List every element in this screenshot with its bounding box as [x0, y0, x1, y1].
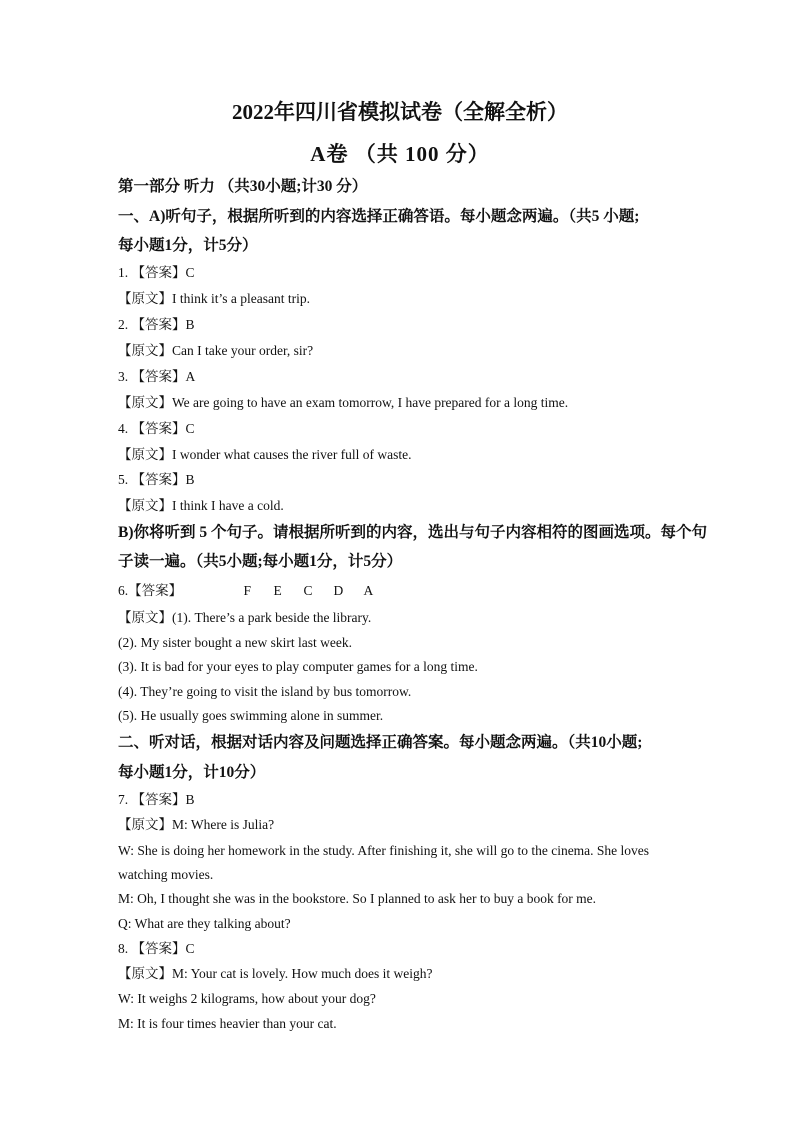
transcript-1: 【原文】I think it’s a pleasant trip.	[118, 291, 310, 306]
transcript-7-3: watching movies.	[118, 867, 214, 882]
transcript-8-1: 【原文】M: Your cat is lovely. How much does it weigh?	[118, 966, 433, 981]
answer-6-label: 6.【答案】	[118, 583, 183, 598]
answer-6-letter-1: F	[243, 583, 252, 598]
page-title: 2022年四川省模拟试卷（全解全析）	[232, 100, 568, 124]
answer-6-letter-5: A	[363, 583, 374, 598]
transcript-2: 【原文】Can I take your order, sir?	[118, 343, 314, 358]
answer-5: 5. 【答案】B	[118, 472, 195, 487]
answer-6-letters	[244, 583, 394, 598]
transcript-6-3: (3). It is bad for your eyes to play computer games for a long time.	[118, 659, 478, 674]
sectionA-instruction-line2: 每小题1分，计5分）	[118, 237, 258, 254]
answer-2: 2. 【答案】B	[118, 317, 195, 332]
transcript-5: 【原文】I think I have a cold.	[118, 498, 284, 513]
transcript-6-1: 【原文】(1). There’s a park beside the library.	[118, 610, 372, 625]
transcript-7-5: Q: What are they talking about?	[118, 916, 291, 931]
sectionA-instruction-line1: 一、A)听句子，根据所听到的内容选择正确答语。每小题念两遍。（共5 小题;	[118, 208, 640, 225]
transcript-6-2: (2). My sister bought a new skirt last week.	[118, 635, 352, 650]
answer-6-letter-2: E	[273, 583, 282, 598]
transcript-3: 【原文】We are going to have an exam tomorrow, I have prepared for a long time.	[118, 395, 569, 410]
transcript-8-2: W: It weighs 2 kilograms, how about your dog?	[118, 991, 376, 1006]
transcript-7-4: M: Oh, I thought she was in the bookstore. So I planned to ask her to buy a book for me.	[118, 891, 597, 906]
sectionB-instruction-line1: B)你将听到 5 个句子。请根据所听到的内容，选出与句子内容相符的图画选项。每个句	[118, 524, 708, 541]
part1-heading: 第一部分 听力 （共30小题;计30 分）	[118, 178, 368, 195]
transcript-7-2: W: She is doing her homework in the study. After finishing it, she will go to the cinema. She loves	[118, 843, 650, 858]
answer-1: 1. 【答案】C	[118, 265, 195, 280]
page-subtitle: A卷 （共 100 分）	[310, 142, 490, 166]
answer-6-letter-4: D	[333, 583, 344, 598]
section2-instruction-line1: 二、听对话，根据对话内容及问题选择正确答案。每小题念两遍。（共10小题;	[118, 734, 643, 751]
section2-instruction-line2: 每小题1分，计10分）	[118, 764, 266, 781]
answer-8: 8. 【答案】C	[118, 941, 195, 956]
transcript-4: 【原文】I wonder what causes the river full of waste.	[118, 447, 412, 462]
transcript-6-4: (4). They’re going to visit the island by bus tomorrow.	[118, 684, 412, 699]
transcript-8-3: M: It is four times heavier than your cat.	[118, 1016, 337, 1031]
sectionB-instruction-line2: 子读一遍。（共5小题;每小题1分，计5分）	[118, 553, 403, 570]
answer-4: 4. 【答案】C	[118, 421, 195, 436]
answer-6-letter-3: C	[303, 583, 313, 598]
transcript-6-5: (5). He usually goes swimming alone in summer.	[118, 708, 384, 723]
answer-3: 3. 【答案】A	[118, 369, 196, 384]
transcript-7-1: 【原文】M: Where is Julia?	[118, 817, 275, 832]
answer-7: 7. 【答案】B	[118, 792, 195, 807]
answer-6	[118, 582, 394, 600]
